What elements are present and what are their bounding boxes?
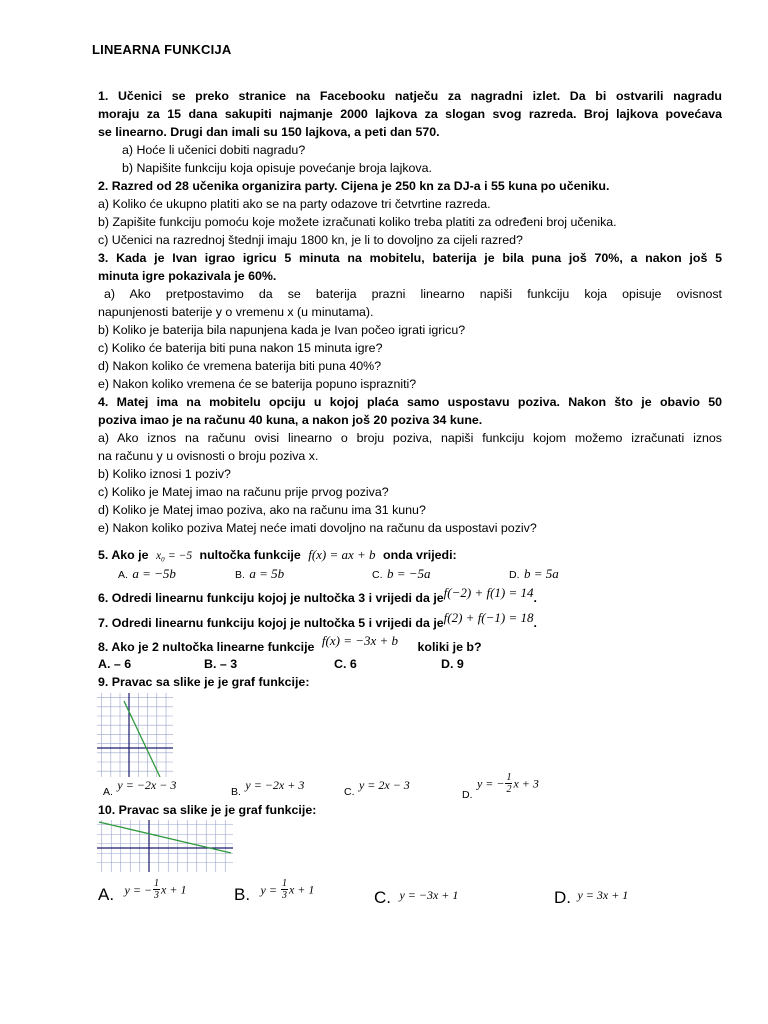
q10-option-c: C. y = −3x + 1 xyxy=(374,888,459,907)
q2-part-b: b) Zapišite funkciju pomoću koje možete izračunati koliko treba platiti za određeni broj učenika. xyxy=(98,215,617,229)
q10-option-d: D. y = 3x + 1 xyxy=(554,888,629,907)
q4-part-c: c) Koliko je Matej imao na računu prije prvog poziva? xyxy=(98,485,389,499)
page-title: LINEARNA FUNKCIJA xyxy=(92,42,232,57)
q5-post: onda vrijedi: xyxy=(383,548,457,562)
q10-option-b: B. y = $\frac{1}{3}$ x + 1 xyxy=(234,878,315,904)
q4-part-e: e) Nakon koliko poziva Matej neće imati dovoljno na računu da uspostavi poziv? xyxy=(98,521,537,535)
question-8: 8. Ako je 2 nultočka linearne funkcije f(x) = −3x + b koliki je b? xyxy=(98,633,482,654)
question-7: 7. Odredi linearnu funkciju kojoj je nultočka 5 i vrijedi da jef(2) + f(−1) = 18. xyxy=(98,610,537,630)
q5-option-d: D. b = 5a xyxy=(509,566,559,581)
q4-part-a-line1: a) Ako iznos na računu ovisi linearno o broju poziva, napiši funkciju kojom možemo izračunati iznos xyxy=(98,431,722,445)
q1-line3: se linearno. Drugi dan imali su 150 lajkova, a peti dan 570. xyxy=(98,125,440,139)
q4-part-a-line2: na računu y u ovisnosti o broju poziva x. xyxy=(98,449,319,463)
q5-function: f(x) = ax + b xyxy=(308,547,376,562)
q1-part-a: a) Hoće li učenici dobiti nagradu? xyxy=(122,143,306,157)
q3-line2: minuta igre pokazivala je 60%. xyxy=(98,269,277,283)
q5-pre: 5. Ako je xyxy=(98,548,149,562)
question-5 xyxy=(98,547,457,563)
q9-option-d: $_{D.}$ y = − $\frac{1}{2}$ x + 3 xyxy=(462,772,539,801)
q3-part-a-line1: a) Ako pretpostavimo da se baterija prazni linearno napiši funkciju koja opisuje ovisnost xyxy=(104,287,722,301)
question-10: 10. Pravac sa slike je je graf funkcije: xyxy=(98,803,317,817)
q8-option-d: D. 9 xyxy=(441,657,464,671)
q2-head: 2. Razred od 28 učenika organizira party. Cijena je 250 kn za DJ-a i 55 kuna po učeniku. xyxy=(98,179,610,193)
q8-function: f(x) = −3x + b xyxy=(321,633,399,648)
q5-option-c: C. b = −5a xyxy=(372,566,431,581)
q4-line2: poziva imao je na računu 40 kuna, a nakon još 20 poziva 34 kune. xyxy=(98,413,483,427)
q3-part-a-line2: napunjenosti baterije y o vremenu x (u minutama). xyxy=(98,305,374,319)
q10-option-a: A. y = − $\frac{1}{3}$ x + 1 xyxy=(98,878,187,904)
q8-option-a: A. – 6 xyxy=(98,657,132,671)
q4-line1: 4. Matej ima na mobitelu opciju u kojoj plaća samo uspostavu poziva. Nakon što je obavio 50 xyxy=(98,395,722,409)
q6-condition: f(−2) + f(1) = 14 xyxy=(443,585,534,600)
question-9: 9. Pravac sa slike je je graf funkcije: xyxy=(98,675,310,689)
q3-part-d: d) Nakon koliko će vremena baterija biti puna 40%? xyxy=(98,359,382,373)
q2-part-c: c) Učenici na razrednoj štednji imaju 1800 kn, je li to dovoljno za cijeli razred? xyxy=(98,233,523,247)
q10-graph xyxy=(97,820,233,872)
q3-part-c: c) Koliko će baterija biti puna nakon 15 minuta igre? xyxy=(98,341,383,355)
q9-option-b: B. $^{y = -2x + 3}$ xyxy=(231,778,305,798)
q3-part-e: e) Nakon koliko vremena će se baterija popuno isprazniti? xyxy=(98,377,417,391)
q9-graph xyxy=(97,693,173,777)
q5-mid: nultočka funkcije xyxy=(199,548,301,562)
q8-option-c: C. 6 xyxy=(334,657,357,671)
q9-option-c: C. $^{y = 2x - 3}$ xyxy=(344,778,410,798)
q5-zero: x₀ = −5 xyxy=(155,550,193,562)
q5-option-b: B. a = 5b xyxy=(235,566,285,581)
question-6: 6. Odredi linearnu funkciju kojoj je nultočka 3 i vrijedi da jef(−2) + f(1) = 14. xyxy=(98,585,537,605)
q1-line2: moraju za 15 dana sakupiti najmanje 2000 lajkova za slogan svog razreda. Broj lajkova povećava xyxy=(98,107,722,121)
q1-part-b: b) Napišite funkciju koja opisuje povećanje broja lajkova. xyxy=(122,161,432,175)
q9-option-a: A. $^{y = -2x - 3}$ xyxy=(103,778,177,798)
q4-part-b: b) Koliko iznosi 1 poziv? xyxy=(98,467,231,481)
q5-option-a: A. a = −5b xyxy=(118,566,176,581)
q8-option-b: B. – 3 xyxy=(204,657,238,671)
q1-line1: 1. Učenici se preko stranice na Facebooku natječu za nagradni izlet. Da bi ostvarili nagradu xyxy=(98,89,722,103)
q4-part-d: d) Koliko je Matej imao poziva, ako na računu ima 31 kunu? xyxy=(98,503,426,517)
q3-part-b: b) Koliko je baterija bila napunjena kada je Ivan počeo igrati igricu? xyxy=(98,323,466,337)
q2-part-a: a) Koliko će ukupno platiti ako se na party odazove tri četvrtine razreda. xyxy=(98,197,491,211)
q7-condition: f(2) + f(−1) = 18 xyxy=(443,610,534,625)
question-1 xyxy=(98,87,722,537)
q3-line1: 3. Kada je Ivan igrao igricu 5 minuta na mobitelu, baterija je bila puna još 70%, a nakon još 5 xyxy=(98,251,722,265)
